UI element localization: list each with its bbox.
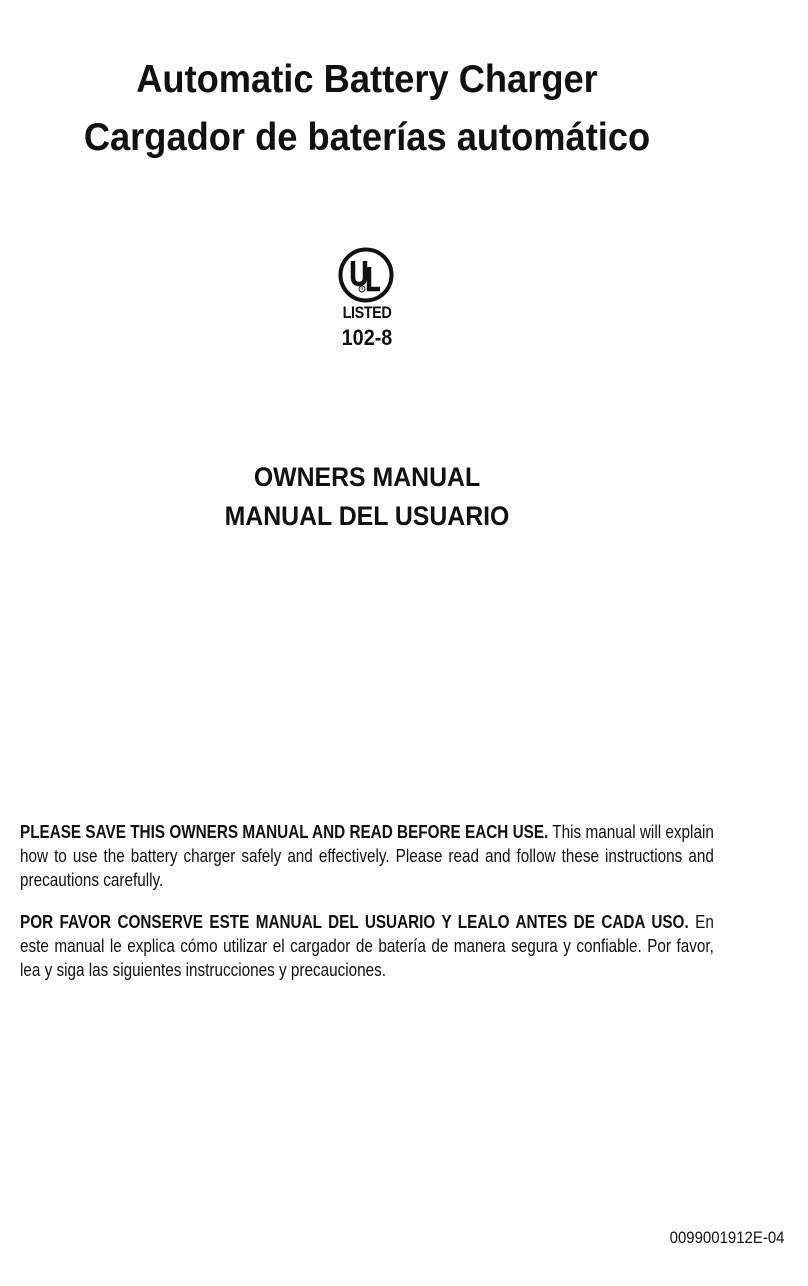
ul-listing-number: 102-8 [341,325,393,350]
manual-title-spanish: MANUAL DEL USUARIO [224,501,510,531]
ul-listed-mark [330,245,404,355]
notice-english-text: This manual will explain how to use the battery charger safely and effectively. Please read and follow these instructions and precautions carefully. [20,822,714,890]
notice-english-bold: PLEASE SAVE THIS OWNERS MANUAL AND READ BEFORE EACH USE. [20,822,549,842]
notice-spanish-text: En este manual le explica cómo utilizar el cargador de batería de manera segura y confiable. Por favor, lea y siga las siguientes instrucciones y precauciones. [20,912,714,980]
title-spanish: Cargador de baterías automático [83,116,651,159]
svg-text:R: R [360,286,364,292]
notice-spanish [20,910,788,982]
manual-title-english: OWNERS MANUAL [253,462,481,492]
title-english: Automatic Battery Charger [136,58,598,101]
ul-listed-mark-icon [338,247,394,303]
notice-spanish-bold: POR FAVOR CONSERVE ESTE MANUAL DEL USUARIO Y LEALO ANTES DE CADA USO. [20,912,689,932]
document-code: 0099001912E-04 [669,1228,784,1247]
ul-listed-label: LISTED [342,303,392,322]
notice-english [20,820,788,892]
